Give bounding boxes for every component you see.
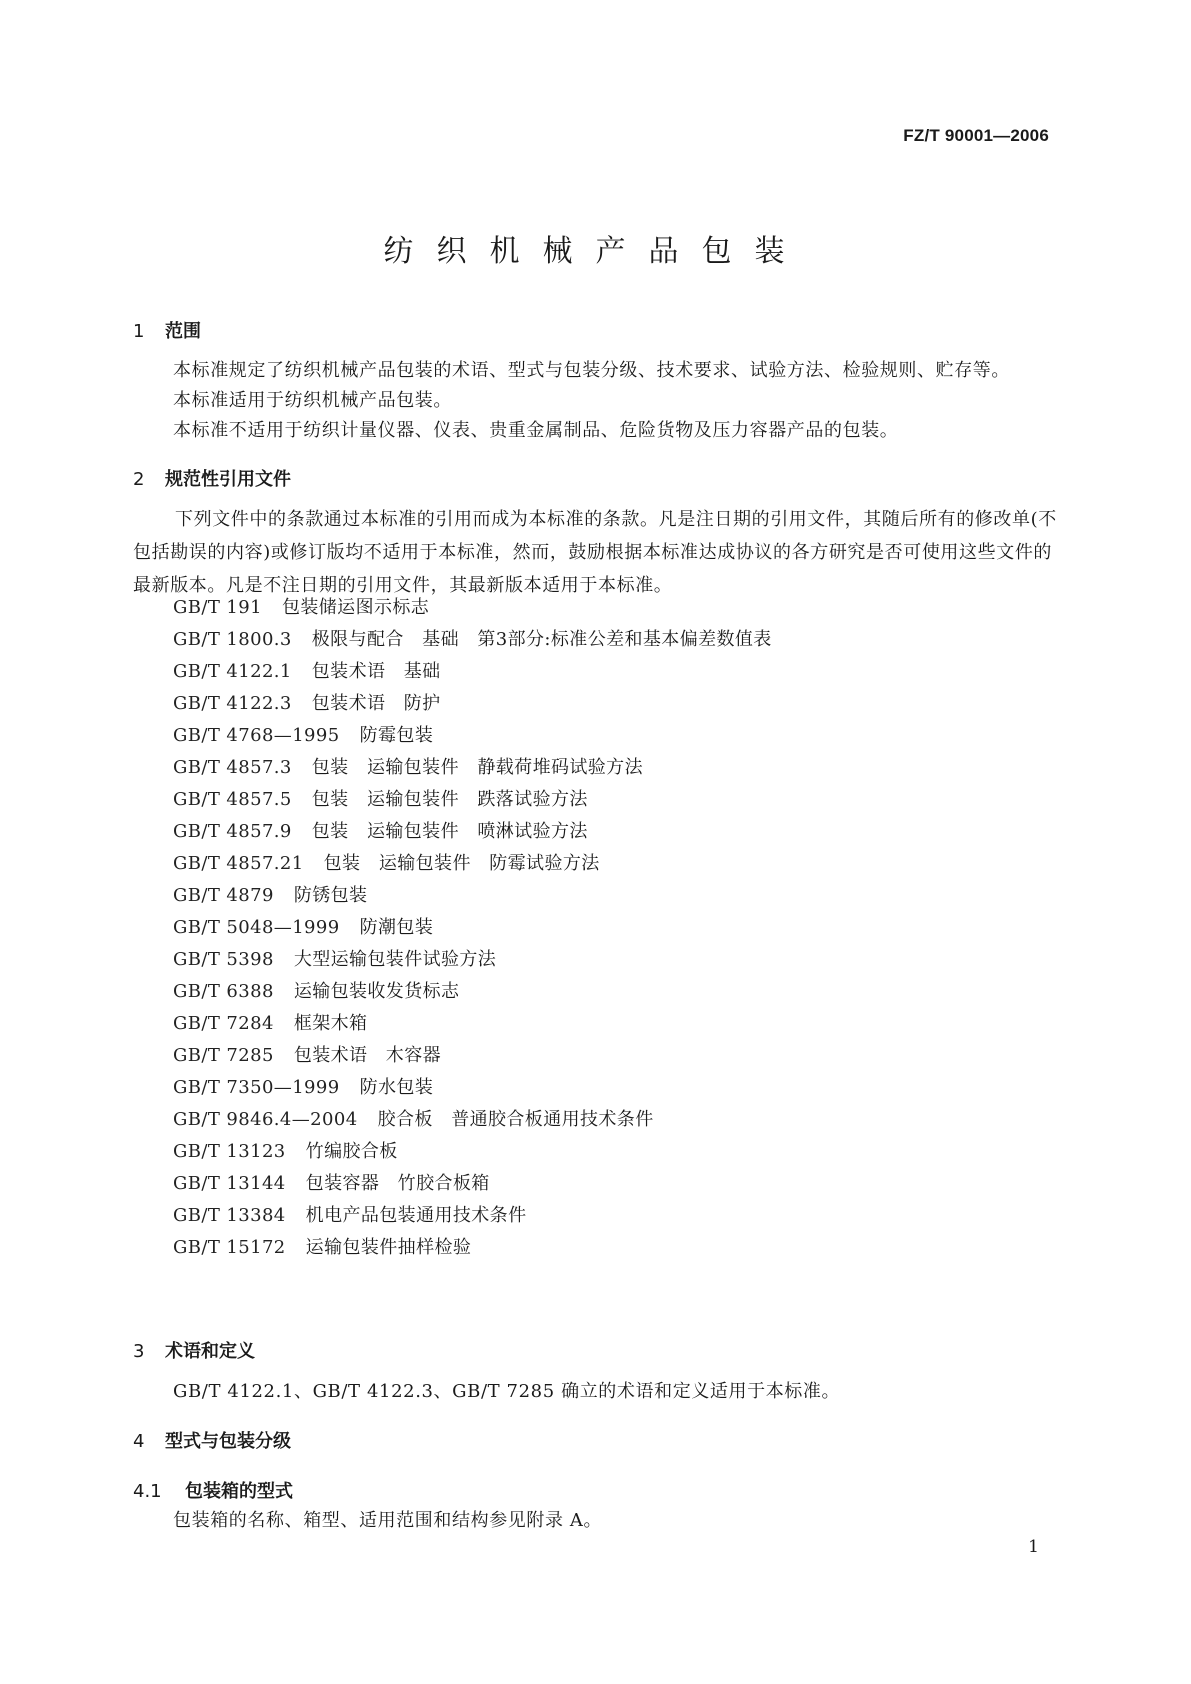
list-item (173, 1104, 772, 1136)
section-title: 范围 (165, 321, 201, 342)
document-title: 纺织机械产品包装 (383, 234, 808, 269)
list-item (173, 1232, 772, 1264)
list-item (173, 880, 772, 912)
list-item (173, 1136, 772, 1168)
list-item (173, 1200, 772, 1232)
list-item (173, 816, 772, 848)
reference-title: 运输包装件抽样检验 (305, 1237, 472, 1258)
reference-title: 包装储运图示标志 (281, 597, 430, 618)
reference-code: GB/T 7284 (173, 1013, 274, 1034)
reference-title: 包装 运输包装件 静载荷堆码试验方法 (311, 757, 643, 778)
section-4-heading (133, 1427, 291, 1453)
section-title: 型式与包装分级 (165, 1431, 291, 1452)
list-item (173, 592, 772, 624)
reference-code: GB/T 4122.3 (173, 693, 292, 714)
section-number: 4 (133, 1431, 145, 1452)
list-item (173, 720, 772, 752)
reference-code: GB/T 4122.1 (173, 661, 292, 682)
list-item (173, 624, 772, 656)
reference-code: GB/T 1800.3 (173, 629, 292, 650)
standard-code: FZ/T 90001—2006 (903, 126, 1049, 145)
list-item (173, 656, 772, 688)
section-number: 2 (133, 469, 145, 490)
reference-title: 包装 运输包装件 防霉试验方法 (323, 853, 600, 874)
reference-code: GB/T 191 (173, 597, 262, 618)
page-number: 1 (1028, 1537, 1039, 1557)
list-item (173, 976, 772, 1008)
reference-code: GB/T 4857.9 (173, 821, 292, 842)
subsection-number: 4.1 (133, 1481, 162, 1502)
list-item (173, 1008, 772, 1040)
paragraph: 本标准适用于纺织机械产品包装。 (173, 390, 452, 411)
list-item (173, 752, 772, 784)
reference-title: 竹编胶合板 (305, 1141, 398, 1162)
list-item (173, 944, 772, 976)
section-title: 术语和定义 (165, 1341, 255, 1362)
reference-title: 包装 运输包装件 跌落试验方法 (311, 789, 588, 810)
reference-title: 包装术语 木容器 (293, 1045, 442, 1066)
reference-code: GB/T 6388 (173, 981, 274, 1002)
reference-code: GB/T 4857.5 (173, 789, 292, 810)
paragraph: 本标准不适用于纺织计量仪器、仪表、贵重金属制品、危险货物及压力容器产品的包装。 (173, 420, 899, 441)
reference-title: 防水包装 (359, 1077, 434, 1098)
reference-code: GB/T 15172 (173, 1237, 286, 1258)
reference-title: 包装术语 基础 (311, 661, 441, 682)
reference-code: GB/T 4857.21 (173, 853, 304, 874)
section-number: 1 (133, 321, 145, 342)
list-item (173, 688, 772, 720)
reference-title: 胶合板 普通胶合板通用技术条件 (377, 1109, 654, 1130)
reference-title: 框架木箱 (293, 1013, 368, 1034)
reference-code: GB/T 5048—1999 (173, 917, 340, 938)
paragraph: GB/T 4122.1、GB/T 4122.3、GB/T 7285 确立的术语和定义适用于本标准。 (173, 1381, 841, 1402)
reference-title: 防锈包装 (293, 885, 368, 906)
reference-code: GB/T 13384 (173, 1205, 286, 1226)
reference-code: GB/T 7350—1999 (173, 1077, 340, 1098)
section-title: 规范性引用文件 (165, 469, 291, 490)
reference-code: GB/T 5398 (173, 949, 274, 970)
paragraph: 包装箱的名称、箱型、适用范围和结构参见附录 A。 (173, 1510, 603, 1531)
list-item (173, 1168, 772, 1200)
reference-code: GB/T 13144 (173, 1173, 286, 1194)
list-item (173, 1072, 772, 1104)
reference-code: GB/T 13123 (173, 1141, 286, 1162)
section-number: 3 (133, 1341, 145, 1362)
list-item (173, 848, 772, 880)
section-2-heading (133, 465, 291, 491)
list-item (173, 784, 772, 816)
paragraph: 本标准规定了纺织机械产品包装的术语、型式与包装分级、技术要求、试验方法、检验规则、贮存等。 (173, 360, 1010, 381)
reference-code: GB/T 4857.3 (173, 757, 292, 778)
reference-title: 机电产品包装通用技术条件 (305, 1205, 527, 1226)
reference-title: 大型运输包装件试验方法 (293, 949, 497, 970)
reference-title: 包装术语 防护 (311, 693, 441, 714)
reference-title: 包装容器 竹胶合板箱 (305, 1173, 490, 1194)
reference-title: 防潮包装 (359, 917, 434, 938)
reference-title: 运输包装收发货标志 (293, 981, 460, 1002)
list-item (173, 912, 772, 944)
reference-code: GB/T 7285 (173, 1045, 274, 1066)
reference-code: GB/T 9846.4—2004 (173, 1109, 358, 1130)
reference-title: 防霉包装 (359, 725, 434, 746)
section-3-heading (133, 1337, 255, 1363)
intro-paragraph: 下列文件中的条款通过本标准的引用而成为本标准的条款。凡是注日期的引用文件，其随后所有的修改单(不包括勘误的内容)或修订版均不适用于本标准，然而，鼓励根据本标准达成协议的各方研究是否可使用这些文件的最新版本。凡是不注日期的引用文件，其最新版本适用于本标准。 (133, 509, 1057, 596)
reference-code: GB/T 4768—1995 (173, 725, 340, 746)
section-1-heading (133, 317, 201, 343)
reference-list (173, 592, 772, 1264)
subsection-title: 包装箱的型式 (185, 1481, 293, 1502)
reference-title: 包装 运输包装件 喷淋试验方法 (311, 821, 588, 842)
subsection-4-1-heading (133, 1477, 293, 1503)
reference-code: GB/T 4879 (173, 885, 274, 906)
reference-title: 极限与配合 基础 第3部分:标准公差和基本偏差数值表 (311, 629, 772, 650)
list-item (173, 1040, 772, 1072)
